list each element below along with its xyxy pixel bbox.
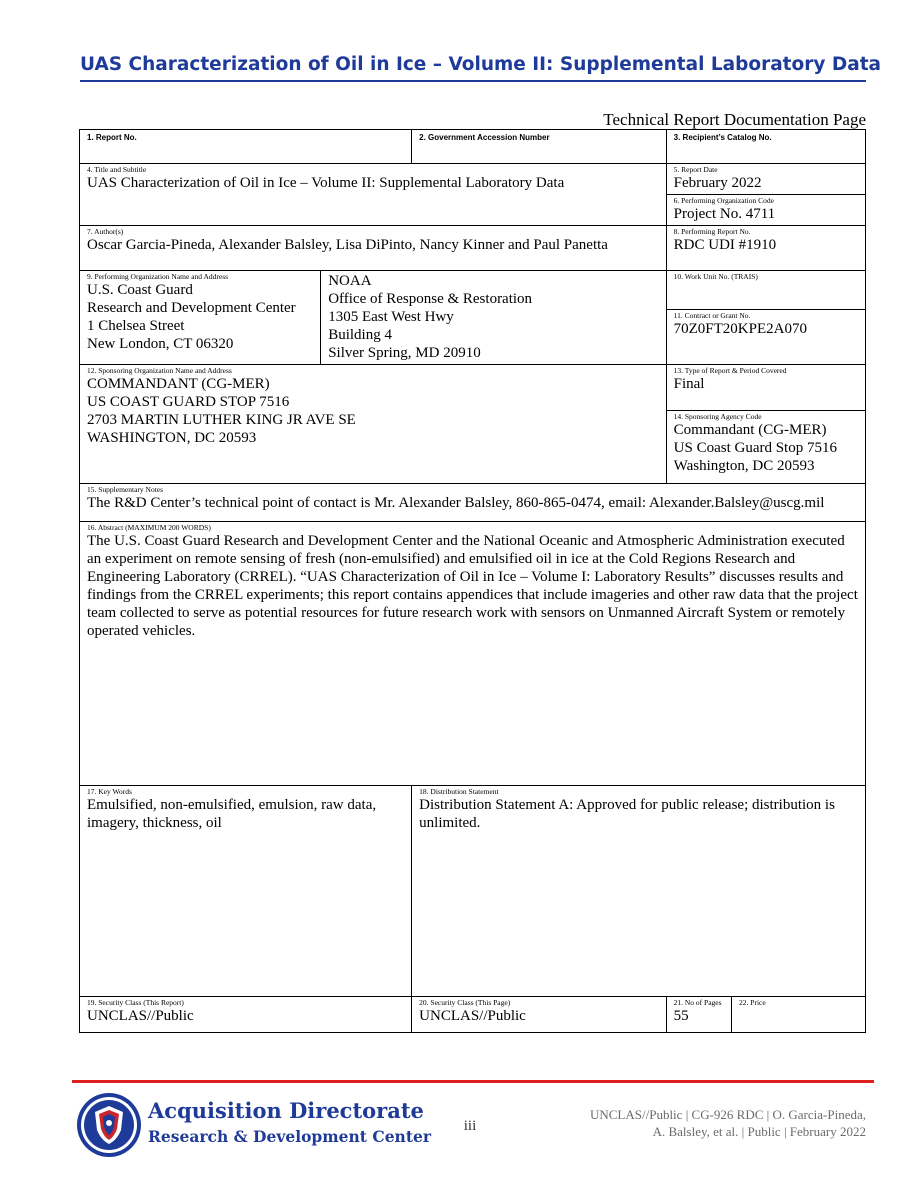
field-label: 5. Report Date xyxy=(673,165,718,174)
performing-org-uscg-address: U.S. Coast Guard Research and Development Center 1 Chelsea Street New London, CT 06320 xyxy=(87,282,296,352)
field-label: 9. Performing Organization Name and Address xyxy=(87,272,229,281)
field-label: 12. Sponsoring Organization Name and Address xyxy=(87,366,232,375)
field-value: February 2022 xyxy=(673,175,762,191)
field-label: 7. Author(s) xyxy=(87,227,124,236)
document-header-title: UAS Characterization of Oil in Ice – Volume II: Supplemental Laboratory Data xyxy=(80,54,882,75)
field-label: 22. Price xyxy=(739,998,766,1007)
field-report-no xyxy=(80,130,412,164)
performing-org-noaa-address: NOAA Office of Response & Restoration 1305 East West Hwy Building 4 Silver Spring, MD 20910 xyxy=(328,273,533,361)
field-label: 1. Report No. xyxy=(87,133,137,142)
field-value: Oscar Garcia-Pineda, Alexander Balsley, Lisa DiPinto, Nancy Kinner and Paul Panetta xyxy=(87,237,608,253)
field-value: Emulsified, non-emulsified, emulsion, raw data, imagery, thickness, oil xyxy=(87,797,377,831)
field-label: 11. Contract or Grant No. xyxy=(673,310,751,320)
field-label: 2. Government Accession Number xyxy=(419,133,550,142)
field-num-pages xyxy=(666,997,731,1033)
field-value: Final xyxy=(673,376,705,392)
field-label: 17. Key Words xyxy=(87,787,132,796)
page-number: iii xyxy=(463,1118,477,1134)
footer-org-name: Acquisition Directorate xyxy=(148,1098,424,1123)
field-value: RDC UDI #1910 xyxy=(673,237,777,253)
field-label: 19. Security Class (This Report) xyxy=(87,998,184,1007)
field-value: Commandant (CG-MER) US Coast Guard Stop 7516 Washington, DC 20593 xyxy=(673,422,837,474)
field-label: 20. Security Class (This Page) xyxy=(419,998,511,1007)
field-value: Distribution Statement A: Approved for public release; distribution is unlimited. xyxy=(419,797,835,831)
header-divider xyxy=(80,80,866,82)
field-contract-grant-no xyxy=(666,309,865,364)
field-key-words xyxy=(80,786,412,997)
field-recipient-catalog xyxy=(666,130,865,164)
footer-info-line1: UNCLAS//Public | CG-926 RDC | O. Garcia-Pineda, xyxy=(589,1107,866,1122)
documentation-form xyxy=(79,129,866,1033)
field-sponsoring-org xyxy=(80,365,667,484)
field-price xyxy=(732,997,866,1033)
field-label: 14. Sponsoring Agency Code xyxy=(673,412,762,421)
field-title-subtitle xyxy=(80,164,667,226)
field-performing-org xyxy=(80,271,321,365)
field-label: 21. No of Pages xyxy=(673,998,722,1007)
footer-org-subname: Research & Development Center xyxy=(148,1127,432,1146)
field-value: COMMANDANT (CG-MER) US COAST GUARD STOP 7516 2703 MARTIN LUTHER KING JR AVE SE WASHINGTON, DC 20593 xyxy=(87,376,356,446)
field-authors xyxy=(80,226,667,271)
field-label: 4. Title and Subtitle xyxy=(87,165,147,174)
field-value: 70Z0FT20KPE2A070 xyxy=(673,320,807,337)
field-value: Project No. 4711 xyxy=(673,206,776,222)
field-work-unit-no xyxy=(666,271,865,310)
field-distribution-statement xyxy=(412,786,866,997)
field-label: 10. Work Unit No. (TRAIS) xyxy=(673,272,758,281)
field-label: 15. Supplementary Notes xyxy=(87,485,164,494)
acquisition-directorate-seal-icon xyxy=(76,1092,142,1158)
field-security-class-report xyxy=(80,997,412,1033)
field-supplementary-notes xyxy=(80,484,866,522)
field-report-date xyxy=(666,164,865,195)
field-value: UNCLAS//Public xyxy=(87,1008,194,1024)
field-performing-org-code xyxy=(666,195,865,226)
field-value: The R&D Center’s technical point of contact is Mr. Alexander Balsley, 860-865-0474, email: Alexander.Balsley@uscg.mil xyxy=(87,495,825,511)
field-value: UAS Characterization of Oil in Ice – Volume II: Supplemental Laboratory Data xyxy=(87,175,565,191)
field-label: 13. Type of Report & Period Covered xyxy=(673,366,787,375)
field-value: The U.S. Coast Guard Research and Development Center and the National Oceanic and Atmospheric Administration executed an experiment on remote sensing of fresh (non-emulsified) and emulsified oil in ice at the Cold Regions Research and Engineering Laboratory (CRREL). “UAS Characterization of Oil in Ice – Volume I: Laboratory Results” discusses results and findings from the CRREL experiments; this report contains appendices that include imageries and other raw data that the project team collected to serve as potential resources for future research work with sensors on Unmanned Aircraft System or remotely operated vehicles. xyxy=(87,533,858,639)
field-performing-report-no xyxy=(666,226,865,271)
field-value: 55 xyxy=(673,1008,689,1024)
field-report-type xyxy=(666,365,865,411)
field-label: 8. Performing Report No. xyxy=(673,227,751,236)
field-abstract xyxy=(80,522,866,786)
field-gov-accession xyxy=(412,130,666,164)
field-label: 6. Performing Organization Code xyxy=(673,196,774,205)
footer-info xyxy=(540,1106,866,1140)
field-label: 3. Recipient’s Catalog No. xyxy=(673,133,772,142)
field-label: 16. Abstract (MAXIMUM 200 WORDS) xyxy=(87,523,211,532)
footer-divider xyxy=(72,1080,874,1083)
documentation-page-title: Technical Report Documentation Page xyxy=(603,110,866,129)
field-sponsoring-agency-code xyxy=(666,411,865,484)
field-security-class-page xyxy=(412,997,666,1033)
footer-info-line2: A. Balsley, et al. | Public | February 2022 xyxy=(652,1124,866,1139)
field-value: UNCLAS//Public xyxy=(419,1008,526,1024)
field-label: 18. Distribution Statement xyxy=(419,787,499,796)
field-performing-org-noaa xyxy=(321,271,666,365)
